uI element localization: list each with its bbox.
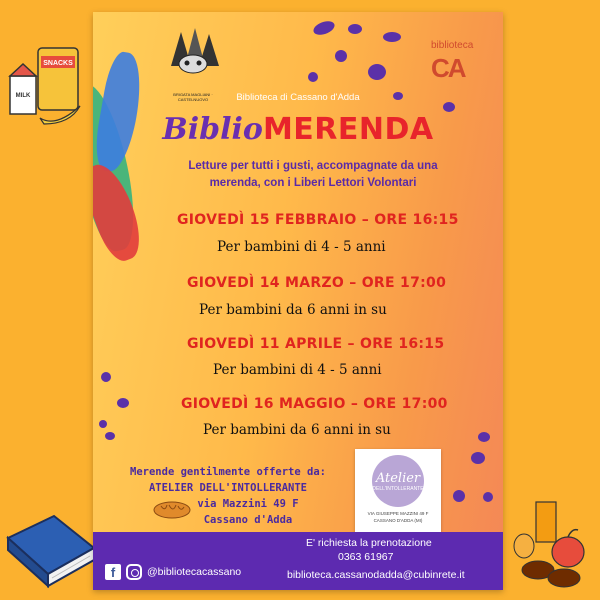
- fruit-illustration: [510, 496, 598, 590]
- intro-text: [133, 158, 493, 192]
- facebook-icon[interactable]: f: [105, 564, 121, 580]
- sponsor-logo-address-1: VIA GIUSEPPE MAZZINI 49 F: [367, 511, 429, 516]
- milk-label: MILK: [15, 93, 31, 99]
- decor-blob: [383, 32, 401, 42]
- book-illustration: [2, 508, 98, 590]
- event-age-3: Per bambini di 4 - 5 anni: [213, 362, 382, 378]
- sponsor-logo-sub: DELL'INTOLLERANTE: [372, 485, 424, 492]
- decor-blob: [483, 492, 493, 502]
- booking-note: E' richiesta la prenotazione: [306, 537, 432, 549]
- intro-line-2: merenda, con i Liberi Lettori Volontari: [209, 177, 417, 189]
- title-merenda: MERENDA: [262, 112, 434, 147]
- library-logo-text: biblioteca: [431, 40, 474, 51]
- decor-blob: [308, 72, 318, 82]
- event-date-1: GIOVEDÌ 15 FEBBRAIO – ORE 16:15: [177, 212, 459, 228]
- event-age-1: Per bambini di 4 - 5 anni: [217, 239, 386, 255]
- decor-blob: [99, 420, 107, 428]
- email-address[interactable]: biblioteca.cassanodadda@cubinrete.it: [287, 569, 465, 581]
- decor-blob: [335, 50, 347, 62]
- title-biblio: Biblio: [162, 112, 263, 147]
- association-logo-caption: BRIGATA MAGLIANI · CASTELNUOVO: [173, 92, 213, 102]
- bread-icon: [153, 500, 191, 520]
- sponsor-logo-address-2: CASSANO D'ADDA (MI): [373, 518, 423, 523]
- decor-blob: [105, 432, 115, 440]
- snacks-label: SNACKS: [43, 60, 73, 67]
- decor-blob: [312, 19, 337, 38]
- decor-blob: [117, 398, 129, 408]
- sponsor-logo-name: Atelier: [375, 470, 421, 486]
- sponsor-line-1: Merende gentilmente offerte da:: [130, 466, 326, 478]
- social-links: [105, 564, 241, 580]
- snack-illustration: [4, 44, 92, 126]
- event-age-4: Per bambini da 6 anni in su: [203, 422, 391, 438]
- decor-blob: [443, 102, 455, 112]
- decor-blob: [348, 24, 362, 34]
- intro-line-1: Letture per tutti i gusti, accompagnate da una: [188, 160, 438, 172]
- event-poster: [93, 12, 503, 590]
- phone-number[interactable]: 0363 61967: [338, 551, 394, 563]
- poster-footer: [93, 532, 503, 590]
- instagram-icon[interactable]: [126, 564, 142, 580]
- social-handle[interactable]: @bibliotecacassano: [147, 566, 242, 578]
- decor-blob: [478, 432, 490, 442]
- event-age-2: Per bambini da 6 anni in su: [199, 302, 387, 318]
- event-date-3: GIOVEDÌ 11 APRILE – ORE 16:15: [187, 336, 445, 352]
- association-logo: [163, 26, 223, 102]
- library-logo-initials: CA: [431, 53, 465, 83]
- sponsor-logo-circle: [372, 455, 424, 507]
- decor-blob: [101, 372, 111, 382]
- decor-blob: [453, 490, 465, 502]
- event-date-4: GIOVEDÌ 16 MAGGIO – ORE 17:00: [181, 396, 448, 412]
- decor-blob: [471, 452, 485, 464]
- library-logo: [431, 40, 493, 100]
- sponsor-line-3: via Mazzini 49 F: [197, 498, 299, 510]
- decor-blob: [368, 64, 386, 80]
- poster-title: [93, 112, 503, 148]
- sponsor-line-4: Cassano d'Adda: [203, 514, 293, 526]
- sponsor-line-2: ATELIER DELL'INTOLLERANTE: [148, 482, 308, 494]
- event-date-2: GIOVEDÌ 14 MARZO – ORE 17:00: [187, 275, 447, 291]
- sponsor-logo: [355, 449, 441, 533]
- library-name: Biblioteca di Cassano d'Adda: [236, 92, 360, 103]
